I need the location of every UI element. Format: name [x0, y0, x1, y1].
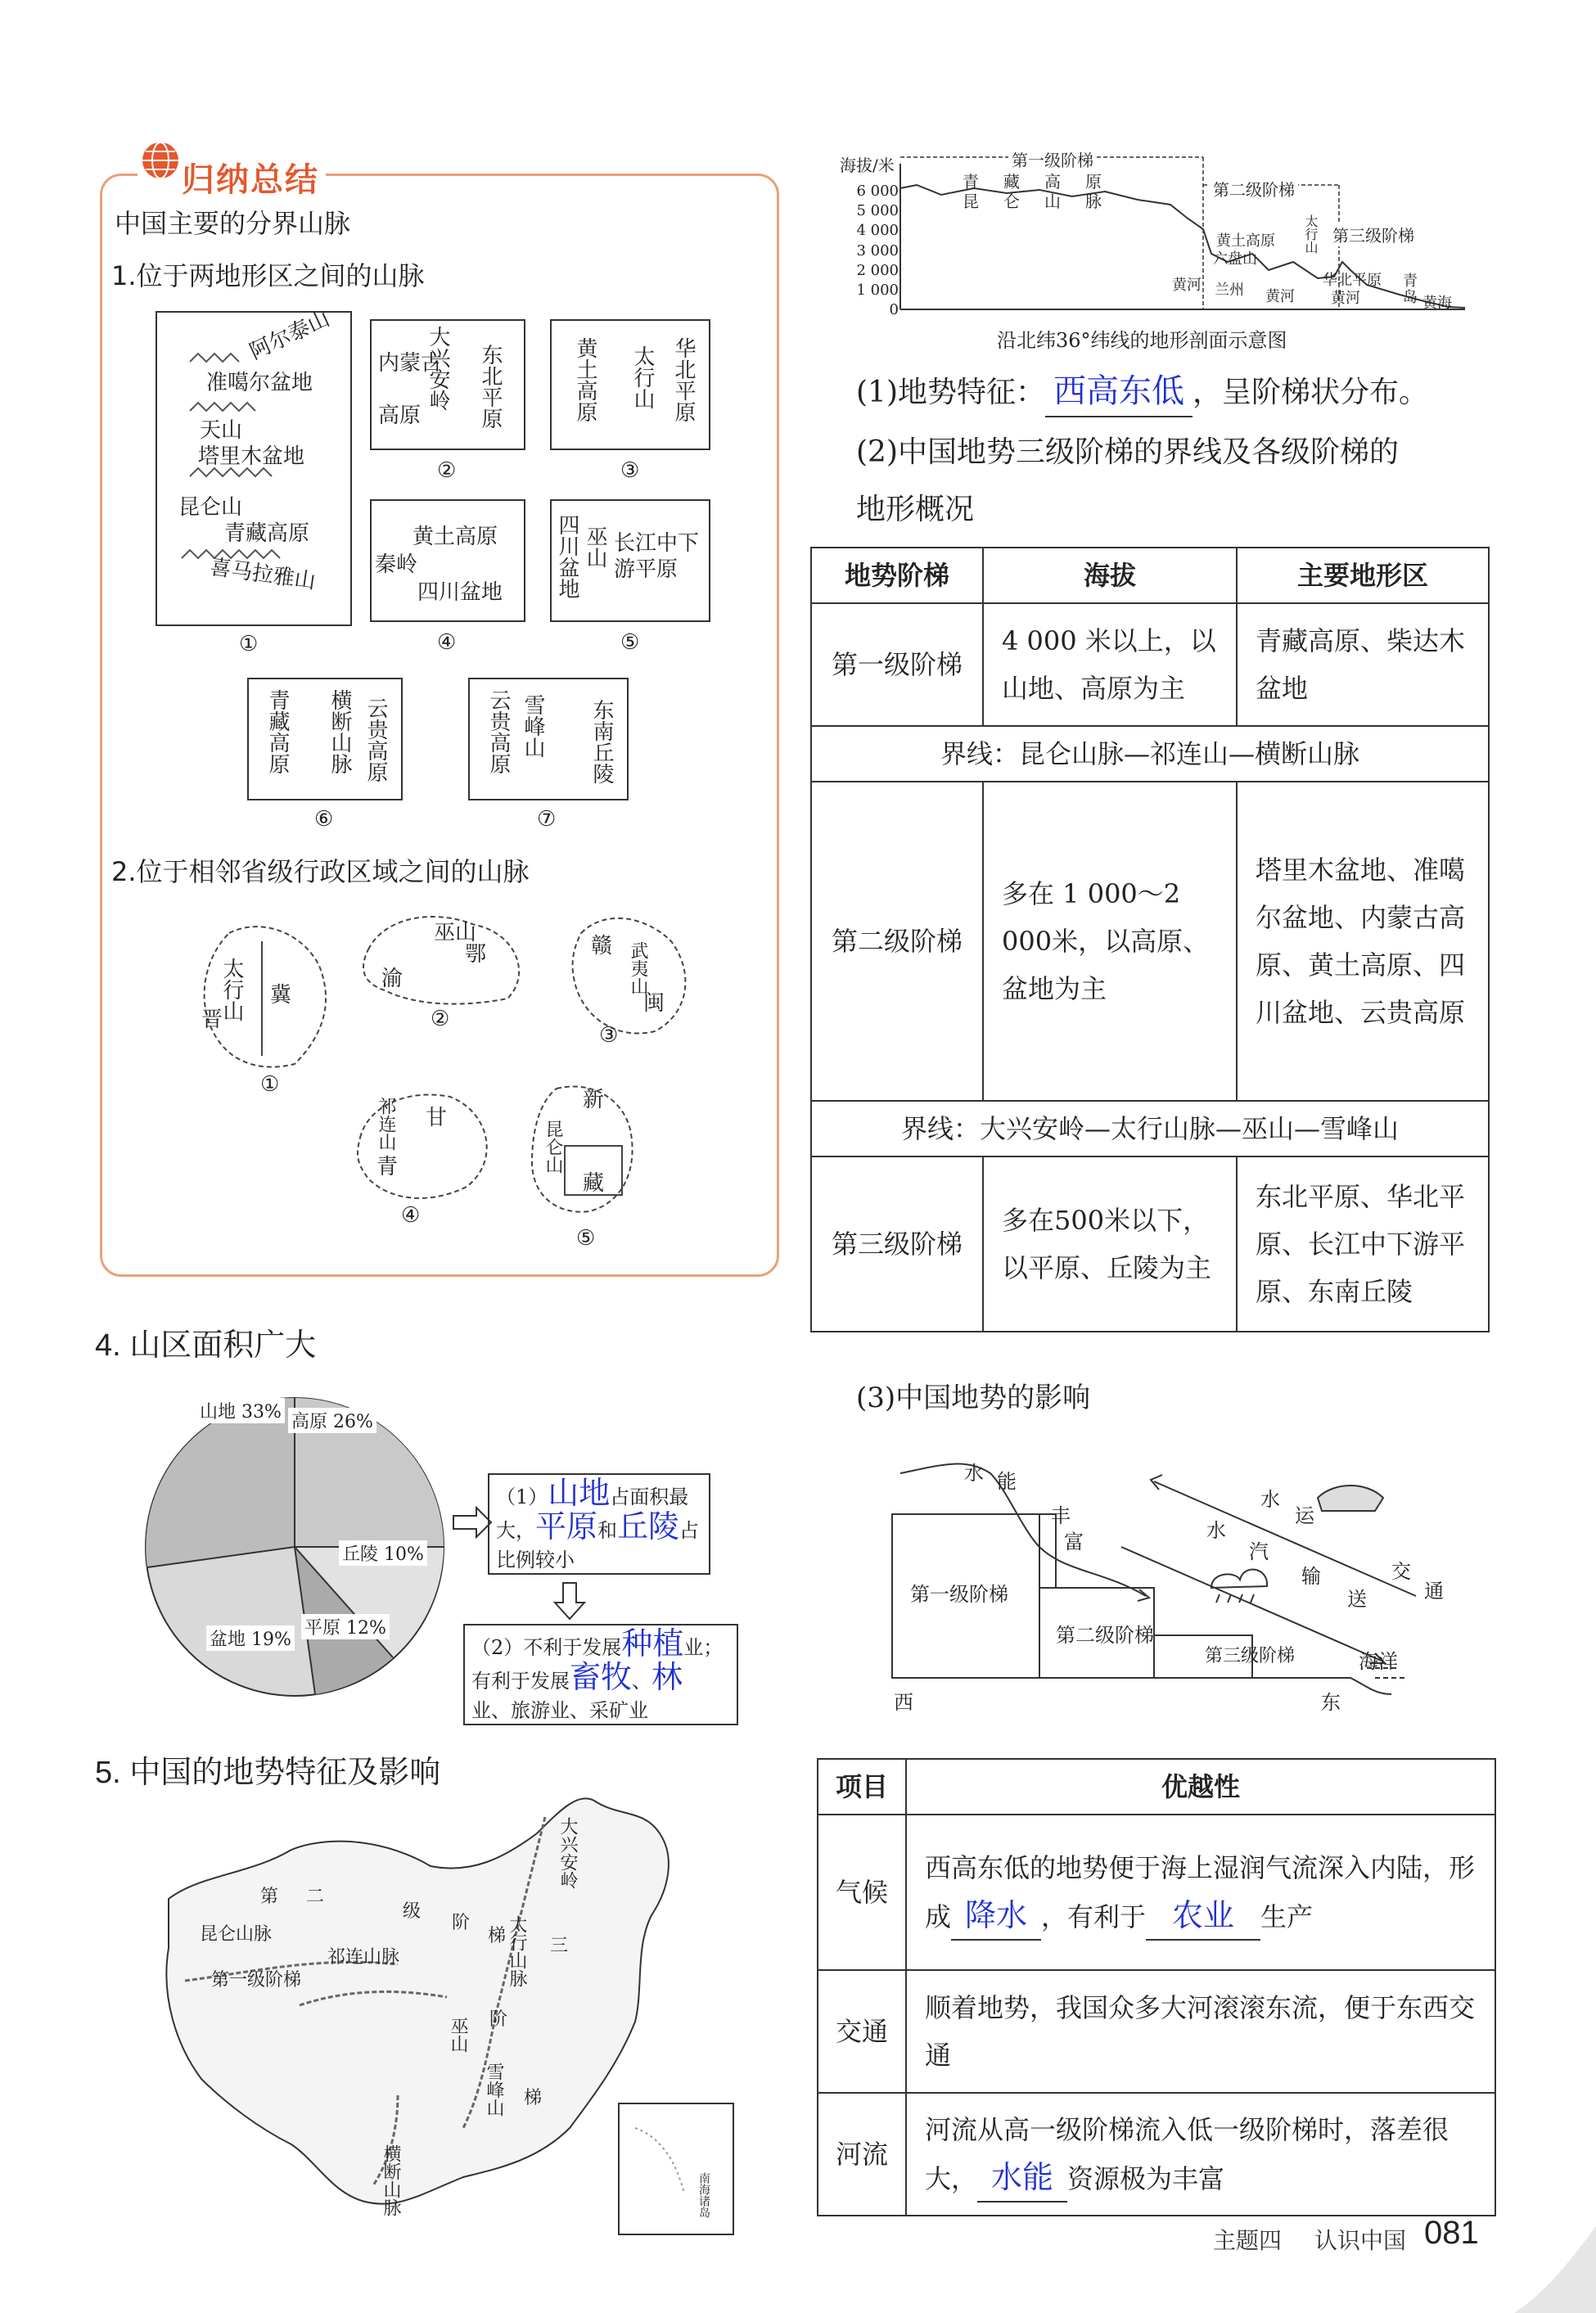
table-cell: 青藏高原、柴达木盆地 [1237, 603, 1489, 726]
map-label: 梯 [524, 2088, 543, 2108]
ytick: 2 000 [856, 261, 899, 279]
advantage-table [817, 1758, 1496, 2216]
table-header: 项目 [818, 1759, 906, 1815]
province-map-2 [352, 900, 540, 1015]
table-cell: 塔里木盆地、准噶尔盆地、内蒙古高原、黄土高原、四川盆地、云贵高原 [1237, 782, 1489, 1101]
arrow-right-icon [452, 1506, 493, 1539]
mountain-panel-1 [156, 306, 352, 626]
mountain-panel-5 [550, 499, 710, 622]
border-line-row: 界线：大兴安岭—太行山脉—巫山—雪峰山 [811, 1101, 1489, 1156]
panel-label: 天山 [200, 418, 243, 443]
globe-icon [138, 138, 183, 183]
box-text: 大， [496, 1519, 535, 1542]
handwritten-answer: 丘陵 [617, 1508, 680, 1544]
panel-number: ① [239, 632, 259, 656]
panel-label: 雪峰山 [521, 694, 545, 758]
panel-label: 准噶尔盆地 [206, 371, 313, 395]
province-label: 闽 [643, 991, 665, 1016]
terrain-char: 青 [963, 172, 1003, 192]
question-1 [856, 367, 1428, 417]
table-row [811, 603, 1489, 726]
panel-label: 塔里木盆地 [198, 444, 305, 469]
cell-text: 西高东低的地势便于海上湿润气流深入内陆，形成 [925, 1852, 1476, 1932]
map-label: 阶 [452, 1913, 471, 1933]
box-text: （2）不利于发展 [471, 1636, 622, 1659]
province-number: ③ [599, 1023, 619, 1048]
pie-label: 盆地 19% [206, 1625, 295, 1651]
table-cell [906, 1815, 1495, 1970]
province-label: 冀 [270, 983, 292, 1008]
panel-label: 云贵高原 [486, 689, 511, 774]
pie-label: 丘陵 10% [339, 1540, 427, 1566]
diagram-label: 送 [1347, 1588, 1367, 1611]
box-text: 和 [597, 1519, 618, 1542]
province-label: 渝 [381, 967, 404, 991]
footer-topic: 主题四 [1213, 2227, 1283, 2254]
province-label: 藏 [583, 1171, 605, 1196]
profile-terrain-label: 兰州 [1215, 282, 1244, 299]
panel-label: 秦岭 [375, 552, 418, 577]
ytick: 1 000 [856, 282, 899, 300]
page-curl-icon [1506, 2210, 1596, 2313]
panel-number: ③ [620, 458, 640, 483]
terrain-char: 高 [1044, 172, 1085, 192]
panel-label: 黄土高原 [573, 337, 597, 422]
panel-number: ② [437, 458, 457, 483]
terrain-char: 昆 [963, 192, 1003, 211]
terrain-char: 原 [1085, 172, 1126, 192]
panel-label: 华北平原 [671, 337, 696, 422]
q1-prefix: (1)地势特征： [856, 376, 1045, 409]
table-cell: 气候 [818, 1815, 906, 1970]
panel-label: 黄土高原 [413, 525, 498, 549]
diagram-label: 水 [964, 1462, 984, 1485]
table-cell: 第一级阶梯 [811, 603, 983, 726]
question-2 [856, 424, 1503, 539]
table-cell: 河流 [818, 2093, 906, 2216]
handwritten-answer: 西高东低 [1045, 367, 1192, 417]
province-number: ① [260, 1072, 280, 1097]
box-text: 有利于发展 [471, 1670, 570, 1693]
province-label: 鄂 [465, 942, 487, 967]
step-label: 第三级阶梯 [1329, 223, 1418, 246]
question-3: (3)中国地势的影响 [856, 1382, 1091, 1414]
diagram-label: 第一级阶梯 [910, 1583, 1008, 1606]
diagram-label: 水 [1260, 1488, 1280, 1511]
mountain-panel-4 [370, 499, 525, 622]
q2-line: (2)中国地势三级阶梯的界线及各级阶梯的 [856, 435, 1399, 469]
table-header: 地势阶梯 [811, 548, 983, 603]
page-number: 081 [1424, 2215, 1479, 2251]
map-label: 二 [306, 1887, 325, 1907]
ytick: 6 000 [856, 183, 899, 200]
panel-label: 大兴安岭 [426, 326, 450, 411]
cell-text: 河流从高一级阶梯流入低一级阶梯时，落差很大， [925, 2114, 1449, 2194]
panel-label: 四川盆地 [555, 514, 579, 599]
map-label: 级 [403, 1901, 422, 1922]
table-cell: 顺着地势，我国众多大河滚滚东流，便于东西交通 [906, 1970, 1495, 2093]
province-label: 新 [583, 1088, 605, 1112]
table-cell: 第三级阶梯 [811, 1156, 983, 1332]
province-label: 青 [376, 1155, 399, 1179]
box-text: 占 [679, 1519, 700, 1542]
development-box: （2）不利于发展种植业； 有利于发展畜牧、林 业、旅游业、采矿业 [463, 1624, 738, 1725]
map-label: 祁连山脉 [327, 1947, 400, 1968]
panel-label: 巫山 [583, 525, 607, 568]
panel-number: ⑦ [537, 807, 557, 832]
profile-terrain-label [963, 188, 1126, 212]
terrain-char: 脉 [1085, 192, 1126, 211]
q2-line: 地形概况 [856, 493, 975, 526]
cell-text: 生产 [1260, 1901, 1314, 1932]
province-label: 晋 [201, 1008, 223, 1032]
mountain-panel-7 [468, 678, 629, 800]
diagram-label: 富 [1064, 1531, 1084, 1553]
mountain-area-box [488, 1473, 710, 1575]
terrain-char: 仑 [1003, 192, 1044, 211]
panel-number: ④ [437, 630, 457, 655]
table-row [818, 1970, 1495, 2093]
profile-terrain-label: 黄河 [1172, 277, 1202, 294]
panel-label: 东南丘陵 [589, 699, 614, 784]
china-map [152, 1784, 742, 2243]
table-header: 主要地形区 [1237, 548, 1489, 603]
panel-label: 昆仑山 [178, 495, 243, 520]
map-label: 横断山脉 [381, 2144, 401, 2216]
box-text: 比例较小 [496, 1549, 575, 1571]
q1-suffix: ，呈阶梯状分布。 [1192, 376, 1429, 409]
province-number: ⑤ [576, 1226, 596, 1251]
province-label: 太行山 [219, 958, 244, 1021]
table-cell: 多在500米以下，以平原、丘陵为主 [983, 1156, 1237, 1332]
ytick: 4 000 [856, 222, 899, 240]
box-text: 业； [683, 1636, 724, 1659]
map-label: 大兴安岭 [557, 1817, 578, 1889]
diagram-label: 运 [1295, 1504, 1314, 1527]
panel-label: 青藏高原 [265, 689, 290, 774]
table-cell: 多在 1 000～2 000米，以高原、盆地为主 [983, 782, 1237, 1101]
box-prefix: （1） [496, 1486, 548, 1508]
diagram-label: 交 [1391, 1560, 1411, 1583]
mountain-symbols [157, 313, 354, 628]
diagram-label: 丰 [1051, 1504, 1071, 1527]
pie-label: 平原 12% [301, 1614, 390, 1639]
panel-label: 四川盆地 [417, 580, 503, 605]
mountain-panel-3 [550, 319, 710, 450]
profile-terrain-label: 黄河 [1331, 290, 1360, 307]
table-cell: 4 000 米以上，以山地、高原为主 [983, 603, 1237, 726]
province-label: 武夷山 [628, 941, 648, 995]
province-label: 赣 [591, 934, 613, 958]
profile-ylabel: 海拔/米 [840, 156, 895, 175]
panel-label: 内蒙古 [378, 351, 443, 376]
map-label: 太行山脉 [507, 1915, 527, 1987]
table-header: 优越性 [906, 1759, 1495, 1815]
table-cell: 交通 [818, 1970, 906, 2093]
map-label: 阶 [489, 2009, 508, 2030]
cell-text: ，有利于 [1041, 1901, 1147, 1932]
panel-number: ⑤ [620, 630, 640, 655]
profile-terrain-label: 黄海 [1422, 295, 1452, 312]
cell-text: 资源极为丰富 [1067, 2163, 1225, 2194]
terrain-char: 藏 [1003, 172, 1044, 192]
mountain-panel-6 [247, 678, 403, 800]
section5-heading: 5. 中国的地势特征及影响 [95, 1756, 441, 1790]
province-map-4 [344, 1072, 507, 1211]
pie-label: 高原 26% [288, 1408, 376, 1433]
diagram-label: 输 [1301, 1565, 1321, 1588]
profile-terrain-label: 黄土高原 [1216, 232, 1275, 250]
diagram-label: 海洋 [1359, 1650, 1398, 1673]
section4-heading: 4. 山区面积广大 [95, 1328, 317, 1363]
footer-chapter: 认识中国 [1314, 2227, 1407, 2254]
province-label: 昆仑山 [543, 1120, 563, 1174]
panel-label: 长江中下游平原 [614, 531, 700, 582]
diagram-label: 水 [1206, 1519, 1226, 1542]
diagram-label: 能 [997, 1470, 1017, 1493]
diagram-label: 汽 [1249, 1540, 1269, 1563]
handwritten-answer: 农业 [1146, 1891, 1260, 1941]
box-text: 占面积最 [610, 1486, 689, 1508]
panel-label: 太行山 [630, 345, 655, 409]
table-row [811, 1156, 1489, 1332]
map-label: 巫山 [448, 2017, 468, 2053]
panel-number: ⑥ [314, 807, 334, 832]
handwritten-answer: 降水 [951, 1891, 1041, 1941]
summary-subtitle: 中国主要的分界山脉 [115, 208, 351, 239]
profile-caption: 沿北纬36°纬线的地形剖面示意图 [997, 329, 1287, 352]
map-label: 梯 [488, 1926, 507, 1946]
panel-label: 云贵高原 [363, 697, 388, 782]
handwritten-answer: 种植 [621, 1625, 684, 1661]
arrow-down-icon [553, 1581, 586, 1622]
diagram-label: 第二级阶梯 [1056, 1624, 1154, 1647]
step-label: 第一级阶梯 [1008, 147, 1097, 171]
province-number: ② [431, 1007, 450, 1031]
province-label: 甘 [426, 1106, 448, 1130]
handwritten-answer: 林 [651, 1659, 683, 1695]
table-row [811, 782, 1489, 1101]
panel-label: 喜马拉雅山 [208, 555, 318, 594]
map-label: 南海诸岛 [697, 2172, 710, 2218]
handwritten-answer: 水能 [977, 2153, 1067, 2203]
table-cell: 第二级阶梯 [811, 782, 983, 1101]
panel-label: 东北平原 [478, 344, 503, 429]
profile-yticks [846, 182, 899, 320]
border-line-row: 界线：昆仑山脉—祁连山—横断山脉 [811, 726, 1489, 782]
map-label: 第一级阶梯 [211, 1970, 302, 1991]
table-cell: 东北平原、华北平原、长江中下游平原、东南丘陵 [1237, 1156, 1489, 1332]
profile-terrain-label: 青岛 [1403, 273, 1418, 306]
terrain-char: 山 [1044, 192, 1085, 211]
pie-label: 山地 33% [196, 1398, 285, 1423]
diagram-label: 东 [1321, 1691, 1341, 1714]
table-header: 海拔 [983, 548, 1237, 603]
profile-terrain-label: 六盘山 [1213, 250, 1257, 268]
summary-title: 归纳总结 [182, 161, 319, 199]
box-text: 业、旅游业、采矿业 [471, 1699, 648, 1722]
diagram-label: 第三级阶梯 [1205, 1646, 1296, 1666]
panel-label: 青藏高原 [224, 521, 310, 546]
profile-terrain-label: 太行山 [1303, 214, 1319, 254]
map-label: 雪峰山 [484, 2063, 504, 2117]
ytick: 0 [889, 301, 899, 319]
map-label: 昆仑山脉 [200, 1924, 273, 1945]
profile-terrain-label: 华北平原 [1323, 272, 1382, 289]
province-label: 祁连山 [376, 1097, 396, 1151]
summary-item1: 1.位于两地形区之间的山脉 [111, 260, 425, 291]
table-row [818, 1815, 1495, 1970]
handwritten-answer: 平原 [535, 1508, 598, 1544]
panel-label: 横断山脉 [327, 689, 352, 774]
diagram-label: 西 [894, 1691, 913, 1714]
steps-table [810, 547, 1490, 1332]
summary-item2: 2.位于相邻省级行政区域之间的山脉 [111, 856, 530, 887]
profile-terrain-label: 黄河 [1265, 288, 1295, 305]
province-number: ④ [401, 1203, 421, 1228]
panel-label: 阿尔泰山 [246, 306, 334, 365]
table-row [818, 2093, 1495, 2216]
diagram-label: 通 [1424, 1580, 1444, 1603]
step-label: 第二级阶梯 [1210, 177, 1298, 201]
ytick: 5 000 [856, 202, 899, 220]
map-label: 第 [260, 1887, 279, 1907]
table-cell [906, 2093, 1495, 2216]
handwritten-answer: 畜牧 [570, 1659, 633, 1695]
ytick: 3 000 [856, 241, 899, 259]
province-label: 巫山 [434, 921, 477, 945]
map-label: 三 [550, 1936, 569, 1956]
handwritten-answer: 山地 [548, 1475, 611, 1511]
mountain-panel-2: 内蒙古 高原 大兴安岭 东北平原 [370, 319, 525, 450]
